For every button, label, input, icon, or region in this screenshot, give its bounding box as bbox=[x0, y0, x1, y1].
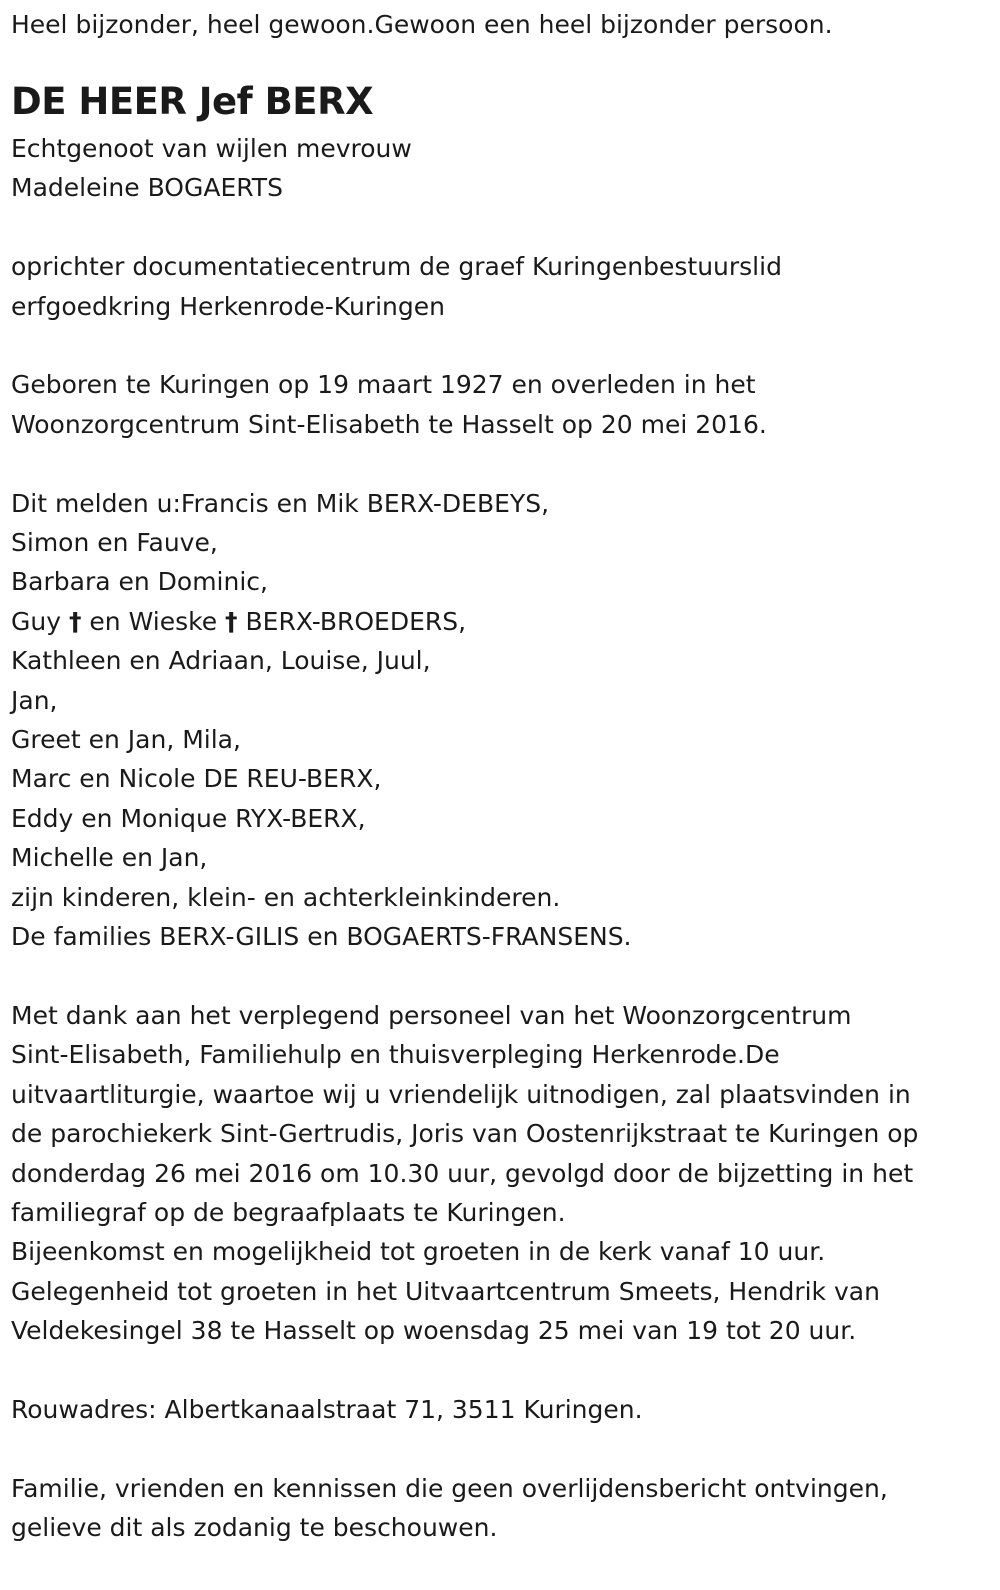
closing-line: Familie, vrienden en kennissen die geen overlijdensbericht ontvingen, bbox=[11, 1473, 888, 1503]
deceased-name: DE HEER Jef BERX bbox=[11, 80, 374, 123]
funeral-line: uitvaartliturgie, waartoe wij u vriendelijk uitnodigen, zal plaatsvinden in bbox=[11, 1079, 911, 1109]
family-line: Greet en Jan, Mila, bbox=[11, 725, 241, 755]
spacer bbox=[11, 208, 989, 247]
mourning-address: Rouwadres: Albertkanaalstraat 71, 3511 Kuringen. bbox=[11, 1394, 643, 1424]
family-line: Eddy en Monique RYX-BERX, bbox=[11, 803, 366, 833]
family-line: zijn kinderen, klein- en achterkleinkinderen. bbox=[11, 882, 561, 912]
cross-icon: † bbox=[225, 606, 238, 636]
birth-death-line: Woonzorgcentrum Sint-Elisabeth te Hasselt op 20 mei 2016. bbox=[11, 409, 767, 439]
funeral-line: Gelegenheid tot groeten in het Uitvaartcentrum Smeets, Hendrik van bbox=[11, 1276, 880, 1306]
funeral-line: donderdag 26 mei 2016 om 10.30 uur, gevolgd door de bijzetting in het bbox=[11, 1158, 914, 1188]
funeral-line: Sint-Elisabeth, Familiehulp en thuisverpleging Herkenrode.De bbox=[11, 1040, 780, 1070]
family-line: Kathleen en Adriaan, Louise, Juul, bbox=[11, 646, 431, 676]
spacer bbox=[11, 956, 989, 995]
family-line: Michelle en Jan, bbox=[11, 843, 208, 873]
family-member-wieske: en Wieske bbox=[89, 606, 218, 636]
spacer bbox=[11, 326, 989, 365]
family-line: Dit melden u:Francis en Mik BERX-DEBEYS, bbox=[11, 488, 550, 518]
spacer bbox=[11, 1351, 989, 1390]
family-surname: BERX-BROEDERS, bbox=[245, 606, 467, 636]
funeral-line: Met dank aan het verplegend personeel van het Woonzorgcentrum bbox=[11, 1000, 852, 1030]
role-line: erfgoedkring Herkenrode-Kuringen bbox=[11, 291, 445, 321]
funeral-line: familiegraf op de begraafplaats te Kuringen. bbox=[11, 1197, 566, 1227]
family-line: Marc en Nicole DE REU-BERX, bbox=[11, 764, 382, 794]
closing-line: gelieve dit als zodanig te beschouwen. bbox=[11, 1513, 498, 1543]
funeral-line: de parochiekerk Sint-Gertrudis, Joris van Oostenrijkstraat te Kuringen op bbox=[11, 1119, 919, 1149]
funeral-line: Veldekesingel 38 te Hasselt op woensdag 25 mei van 19 tot 20 uur. bbox=[11, 1316, 857, 1346]
spouse-line: Echtgenoot van wijlen mevrouw bbox=[11, 134, 412, 163]
birth-death-line: Geboren te Kuringen op 19 maart 1927 en overleden in het bbox=[11, 370, 756, 400]
family-line bbox=[11, 602, 989, 641]
spacer bbox=[11, 1429, 989, 1468]
cross-icon: † bbox=[68, 606, 82, 636]
role-line: oprichter documentatiecentrum de graef Kuringenbestuurslid bbox=[11, 252, 782, 282]
family-line: Jan, bbox=[11, 685, 58, 715]
family-member-guy: Guy bbox=[11, 606, 62, 636]
motto: Heel bijzonder, heel gewoon.Gewoon een heel bijzonder persoon. bbox=[11, 10, 833, 39]
spacer bbox=[11, 444, 989, 483]
family-line: Barbara en Dominic, bbox=[11, 567, 268, 597]
funeral-details bbox=[11, 996, 989, 1351]
family-list bbox=[11, 484, 989, 957]
family-line: De families BERX-GILIS en BOGAERTS-FRANSENS. bbox=[11, 922, 632, 952]
family-line: Simon en Fauve, bbox=[11, 528, 218, 558]
spouse-name: Madeleine BOGAERTS bbox=[11, 173, 283, 203]
funeral-line: Bijeenkomst en mogelijkheid tot groeten in de kerk vanaf 10 uur. bbox=[11, 1237, 826, 1267]
